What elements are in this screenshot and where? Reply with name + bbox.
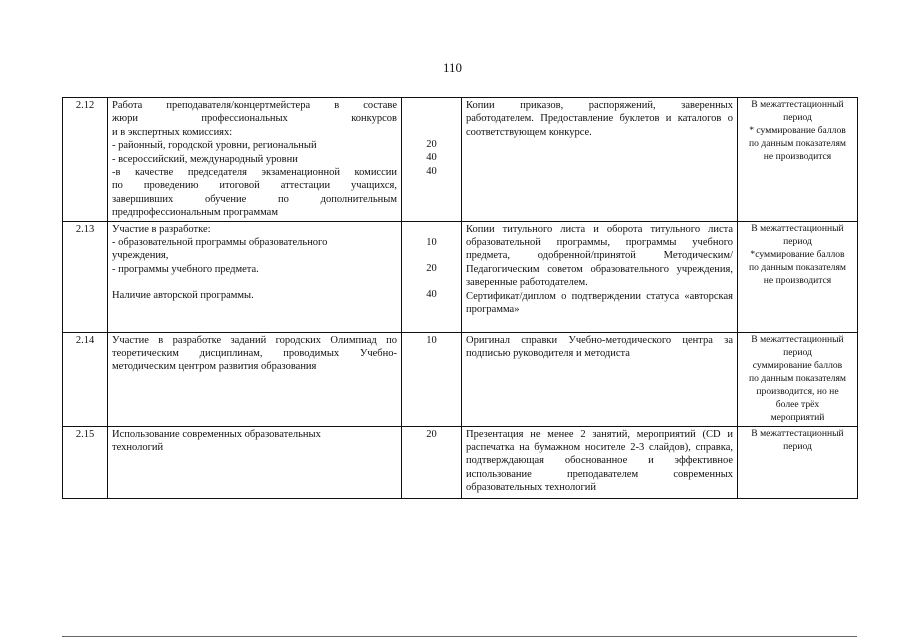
description-line: жюри профессиональных конкурсов	[112, 113, 397, 125]
description-line: - программы учебного предмета.	[112, 263, 259, 275]
description-line: технологий	[112, 442, 164, 454]
score-value: 40	[426, 165, 437, 177]
row-score	[402, 332, 462, 426]
table-row	[63, 332, 858, 426]
row-score	[402, 426, 462, 498]
description-line: Участие в разработке заданий городских Олимпиад по	[112, 334, 397, 346]
description-line: Наличие авторской программы.	[112, 290, 254, 302]
row-documents: Презентация не менее 2 занятий, мероприятий (CD и распечатка на бумажном носителе 2-3 слайдов), справка, подтверждающая обоснованное и эффективное использование преподавателем современных образовательных технологий	[462, 426, 738, 498]
row-note: В межаттестационный период суммирование баллов по данным показателям производится, но не более трёх мероприятий	[738, 332, 858, 426]
bottom-divider	[62, 636, 857, 637]
row-description	[108, 426, 402, 498]
row-number: 2.14	[63, 332, 108, 426]
row-documents: Оригинал справки Учебно-методического центра за подписью руководителя и методиста	[462, 332, 738, 426]
row-note: В межаттестационный период *суммирование баллов по данным показателям не производится	[738, 221, 858, 332]
description-line: - районный, городской уровни, региональный	[112, 140, 317, 152]
description-line: - образовательной программы образовательного	[112, 237, 328, 249]
table-row	[63, 426, 858, 498]
score-value: 40	[426, 152, 437, 164]
page-number: 110	[442, 60, 463, 75]
table-row	[63, 98, 858, 222]
description-line: Участие в разработке:	[112, 223, 211, 235]
documents-text: Сертификат/диплом о подтверждении статуса «авторская программа»	[466, 290, 733, 316]
description-line: по проведению итоговой аттестации учащихся,	[112, 180, 397, 192]
row-documents: Копии приказов, распоряжений, заверенных работодателем. Предоставление буклетов и каталогов о соответствующем конкурсе.	[462, 98, 738, 222]
table-row	[63, 221, 858, 332]
row-number: 2.15	[63, 426, 108, 498]
row-score	[402, 98, 462, 222]
description-line: завершивших обучение по дополнительным	[112, 193, 397, 205]
description-line: методическим центром развития образования	[112, 361, 317, 373]
row-number: 2.13	[63, 221, 108, 332]
row-description	[108, 332, 402, 426]
score-value: 10	[426, 236, 437, 248]
description-line: и в экспертных комиссиях:	[112, 126, 233, 138]
description-line: Использование современных образовательных	[112, 428, 321, 440]
description-line: -в качестве председателя экзаменационной комиссии	[112, 167, 397, 179]
row-note: В межаттестационный период * суммирование баллов по данным показателям не производится	[738, 98, 858, 222]
description-line: Работа преподавателя/концертмейстера в составе	[112, 100, 397, 111]
criteria-table	[62, 97, 858, 499]
description-line: предпрофессиональным программам	[112, 207, 278, 219]
score-value: 10	[426, 334, 437, 346]
score-value: 20	[426, 139, 437, 150]
row-note: В межаттестационный период	[738, 426, 858, 498]
documents-text: Копии титульного листа и оборота титульного листа образовательной программы, программы учебного предмета, одобренной/принятой Методическим/Педагогическим советом образовательного учреждения, заверенные работодателем.	[466, 223, 733, 289]
row-documents	[462, 221, 738, 332]
row-description	[108, 98, 402, 222]
description-line: теоретическим дисциплинам, проводимых Учебно-	[112, 348, 397, 360]
score-value: 20	[426, 263, 437, 275]
row-score	[402, 221, 462, 332]
description-line: учреждения,	[112, 250, 169, 262]
score-value: 20	[426, 428, 437, 440]
description-line: - всероссийский, международный уровни	[112, 153, 298, 165]
row-description	[108, 221, 402, 332]
score-value: 40	[426, 289, 437, 301]
row-number: 2.12	[63, 98, 108, 222]
